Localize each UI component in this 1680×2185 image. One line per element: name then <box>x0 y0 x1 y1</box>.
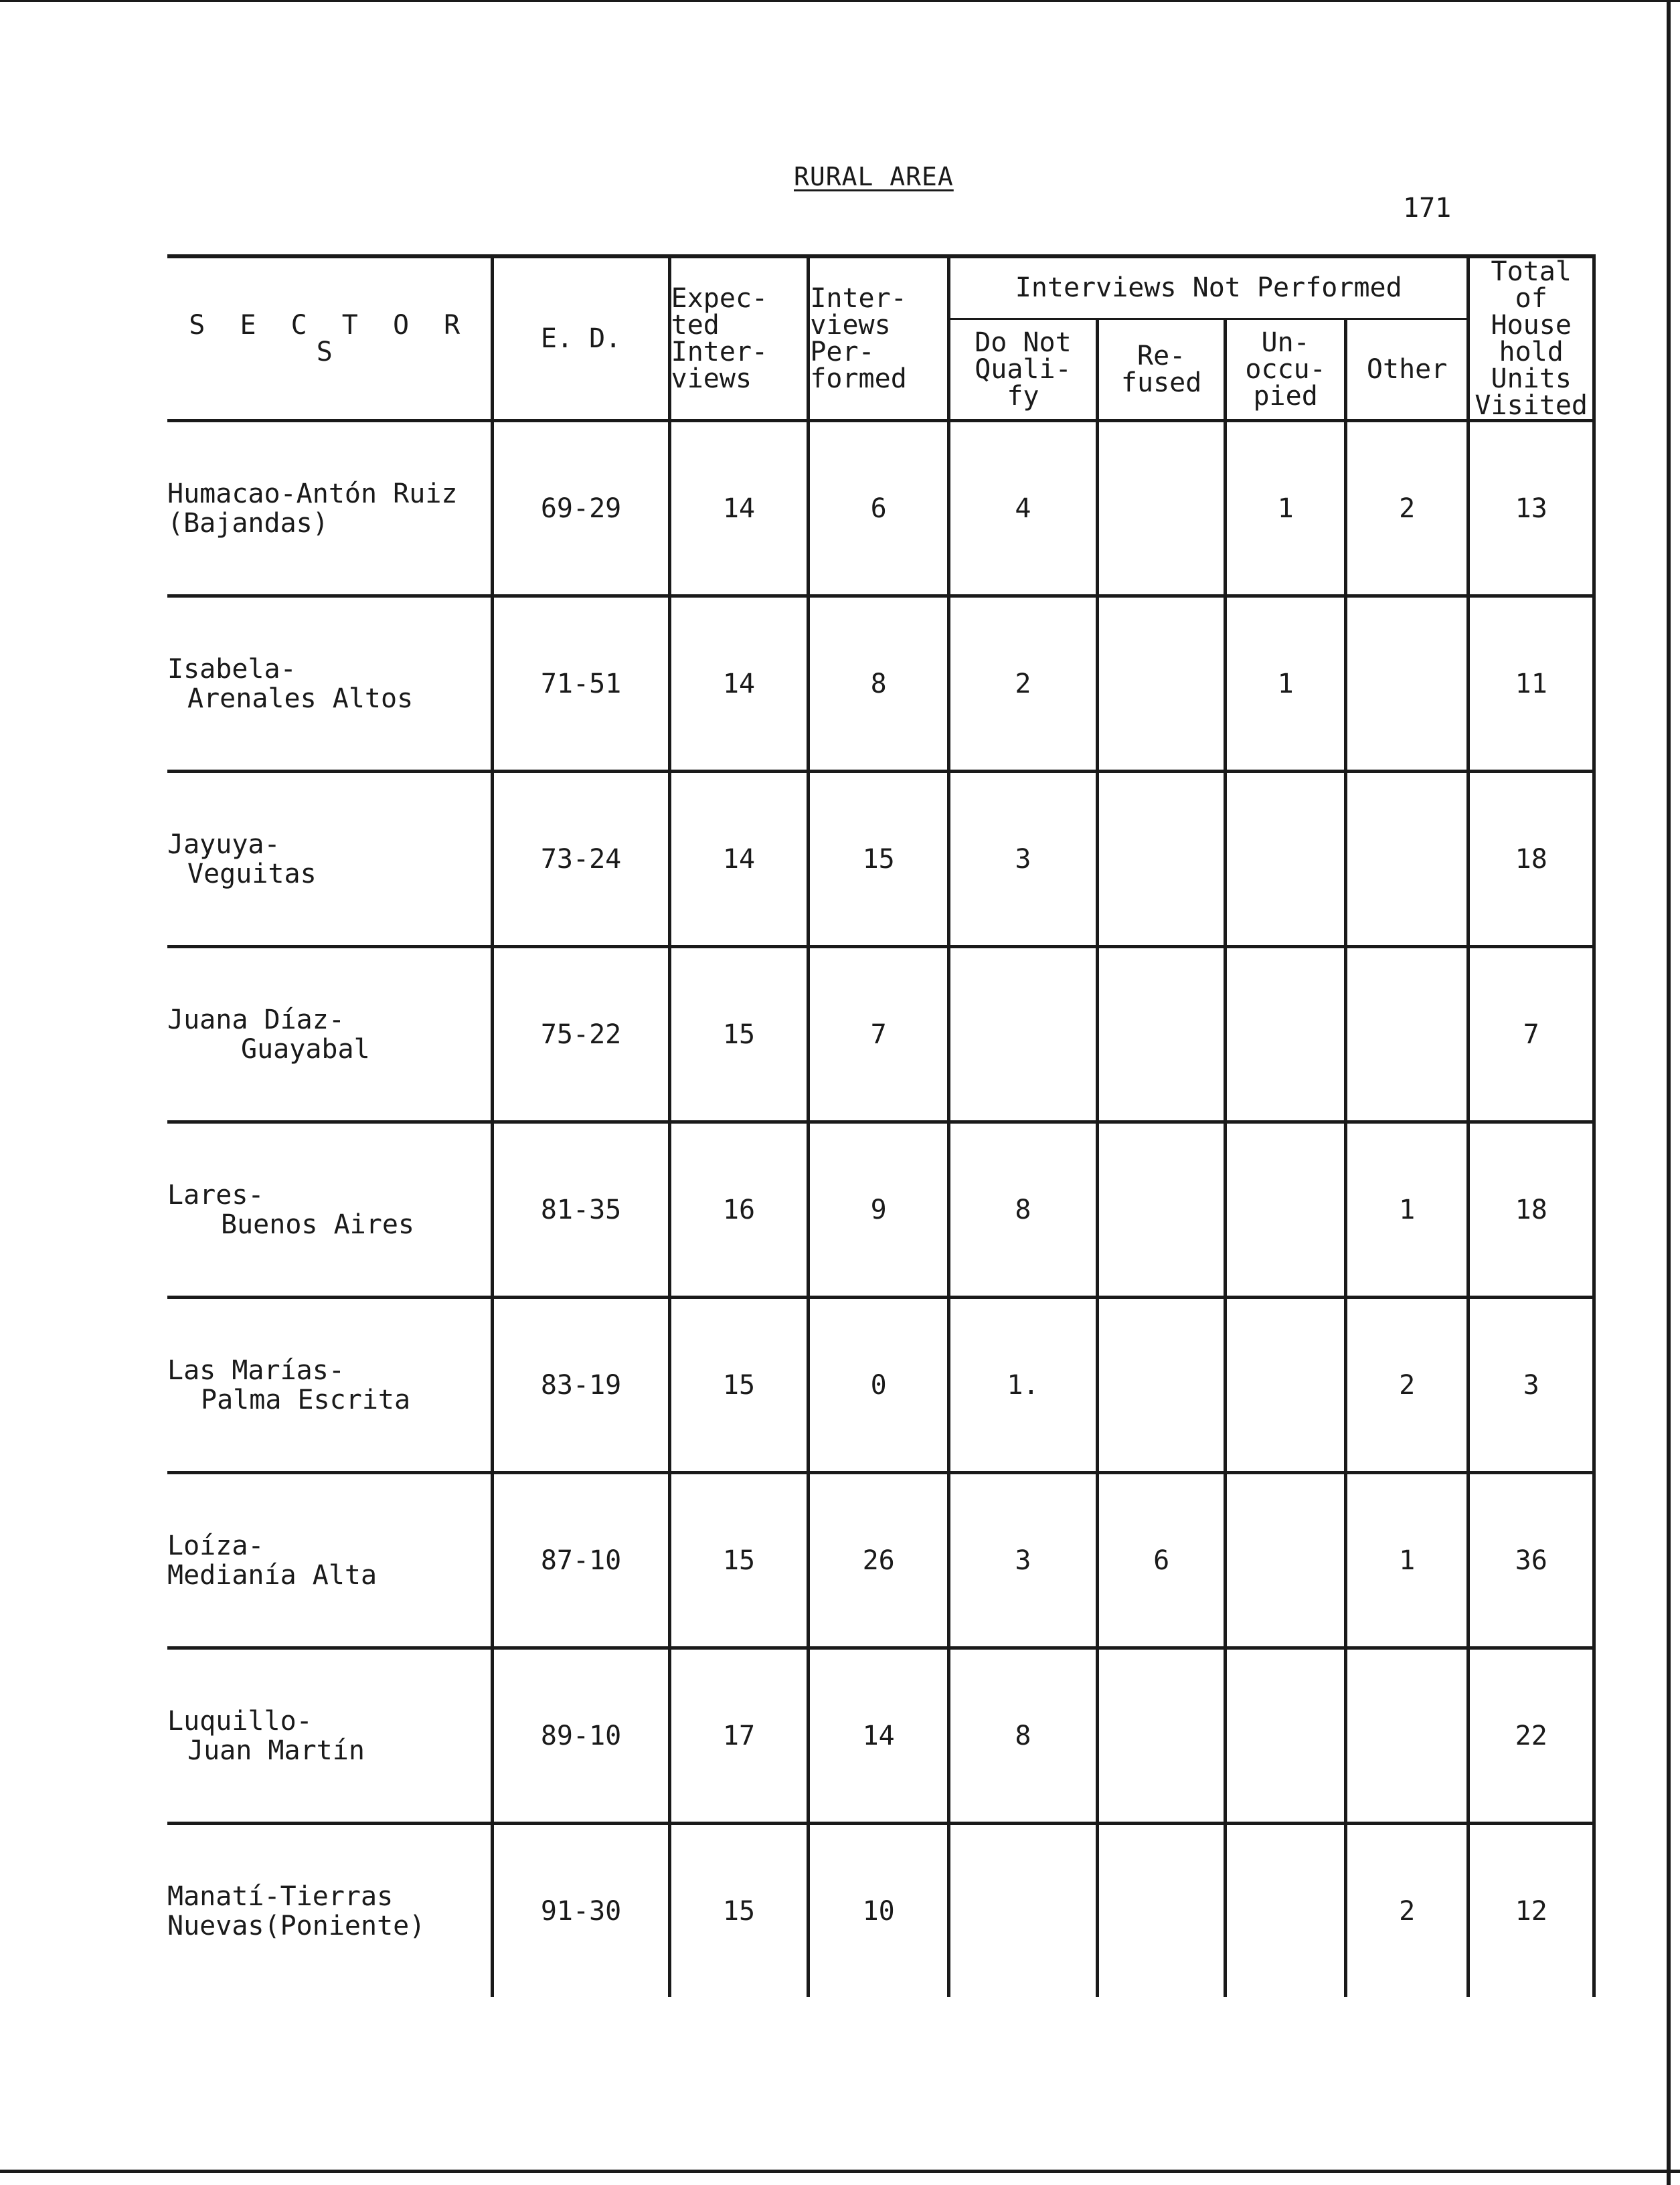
table-row <box>167 1648 1594 1824</box>
sector-name: Isabela- Arenales Altos <box>167 596 493 772</box>
page-edge-right <box>1667 0 1671 2185</box>
expected-cell: 15 <box>669 947 809 1122</box>
total-cell: 13 <box>1468 421 1594 596</box>
page-number: 171 <box>1403 193 1452 224</box>
table-row <box>167 1473 1594 1648</box>
table-row <box>167 1824 1594 1998</box>
other-cell <box>1345 772 1468 947</box>
refused-cell: 6 <box>1097 1473 1226 1648</box>
performed-cell: 0 <box>809 1298 949 1473</box>
other-cell: 1 <box>1345 1122 1468 1298</box>
other-cell: 2 <box>1345 1824 1468 1998</box>
expected-cell: 14 <box>669 421 809 596</box>
ed-cell: 69-29 <box>493 421 669 596</box>
performed-cell: 10 <box>809 1824 949 1998</box>
header-sectors: S E C T O R S <box>167 256 493 421</box>
table-row <box>167 772 1594 947</box>
unoccupied-cell <box>1226 1473 1345 1648</box>
performed-cell: 6 <box>809 421 949 596</box>
header-refused: Re- fused <box>1097 319 1226 420</box>
other-cell: 2 <box>1345 421 1468 596</box>
refused-cell <box>1097 947 1226 1122</box>
expected-cell: 14 <box>669 772 809 947</box>
unoccupied-cell <box>1226 1824 1345 1998</box>
refused-cell <box>1097 1298 1226 1473</box>
page-edge-bottom <box>0 2170 1680 2173</box>
total-cell: 7 <box>1468 947 1594 1122</box>
expected-cell: 15 <box>669 1473 809 1648</box>
performed-cell: 26 <box>809 1473 949 1648</box>
ed-cell: 89-10 <box>493 1648 669 1824</box>
unoccupied-cell <box>1226 1648 1345 1824</box>
page-title: RURAL AREA <box>794 162 954 191</box>
page-edge-top <box>0 0 1680 2</box>
ed-cell: 91-30 <box>493 1824 669 1998</box>
header-ed: E. D. <box>493 256 669 421</box>
sector-name: Juana Díaz- Guayabal <box>167 947 493 1122</box>
total-cell: 3 <box>1468 1298 1594 1473</box>
sector-name: Humacao-Antón Ruiz (Bajandas) <box>167 421 493 596</box>
header-expected-interviews: Expec- ted Inter- views <box>669 256 809 421</box>
performed-cell: 8 <box>809 596 949 772</box>
refused-cell <box>1097 1122 1226 1298</box>
other-cell <box>1345 1648 1468 1824</box>
do-not-qualify-cell: 1. <box>949 1298 1098 1473</box>
header-total-units-visited: Total of House hold Units Visited <box>1468 256 1594 421</box>
table-row <box>167 947 1594 1122</box>
header-do-not-qualify: Do Not Quali- fy <box>949 319 1098 420</box>
unoccupied-cell <box>1226 1122 1345 1298</box>
table-row <box>167 1122 1594 1298</box>
ed-cell: 81-35 <box>493 1122 669 1298</box>
sector-name: Loíza- Medianía Alta <box>167 1473 493 1648</box>
unoccupied-cell <box>1226 947 1345 1122</box>
table-row <box>167 1298 1594 1473</box>
refused-cell <box>1097 421 1226 596</box>
ed-cell: 83-19 <box>493 1298 669 1473</box>
refused-cell <box>1097 1824 1226 1998</box>
rural-area-table <box>167 254 1596 1997</box>
performed-cell: 14 <box>809 1648 949 1824</box>
expected-cell: 15 <box>669 1824 809 1998</box>
ed-cell: 71-51 <box>493 596 669 772</box>
refused-cell <box>1097 596 1226 772</box>
total-cell: 36 <box>1468 1473 1594 1648</box>
unoccupied-cell <box>1226 1298 1345 1473</box>
table-row <box>167 596 1594 772</box>
other-cell <box>1345 947 1468 1122</box>
do-not-qualify-cell: 8 <box>949 1648 1098 1824</box>
do-not-qualify-cell: 2 <box>949 596 1098 772</box>
do-not-qualify-cell <box>949 1824 1098 1998</box>
refused-cell <box>1097 1648 1226 1824</box>
other-cell <box>1345 596 1468 772</box>
header-interviews-not-performed: Interviews Not Performed <box>949 256 1468 319</box>
sector-name: Luquillo- Juan Martín <box>167 1648 493 1824</box>
do-not-qualify-cell: 3 <box>949 1473 1098 1648</box>
performed-cell: 15 <box>809 772 949 947</box>
performed-cell: 7 <box>809 947 949 1122</box>
ed-cell: 73-24 <box>493 772 669 947</box>
total-cell: 18 <box>1468 1122 1594 1298</box>
expected-cell: 15 <box>669 1298 809 1473</box>
ed-cell: 87-10 <box>493 1473 669 1648</box>
other-cell: 1 <box>1345 1473 1468 1648</box>
do-not-qualify-cell: 4 <box>949 421 1098 596</box>
total-cell: 12 <box>1468 1824 1594 1998</box>
unoccupied-cell: 1 <box>1226 596 1345 772</box>
header-interviews-performed: Inter- views Per- formed <box>809 256 949 421</box>
performed-cell: 9 <box>809 1122 949 1298</box>
total-cell: 22 <box>1468 1648 1594 1824</box>
expected-cell: 17 <box>669 1648 809 1824</box>
unoccupied-cell <box>1226 772 1345 947</box>
do-not-qualify-cell: 3 <box>949 772 1098 947</box>
expected-cell: 14 <box>669 596 809 772</box>
total-cell: 11 <box>1468 596 1594 772</box>
other-cell: 2 <box>1345 1298 1468 1473</box>
sector-name: Lares- Buenos Aires <box>167 1122 493 1298</box>
table-row <box>167 421 1594 596</box>
ed-cell: 75-22 <box>493 947 669 1122</box>
sector-name: Las Marías- Palma Escrita <box>167 1298 493 1473</box>
expected-cell: 16 <box>669 1122 809 1298</box>
sector-name: Jayuya- Veguitas <box>167 772 493 947</box>
sector-name: Manatí-Tierras Nuevas(Poniente) <box>167 1824 493 1998</box>
do-not-qualify-cell <box>949 947 1098 1122</box>
unoccupied-cell: 1 <box>1226 421 1345 596</box>
do-not-qualify-cell: 8 <box>949 1122 1098 1298</box>
header-unoccupied: Un- occu- pied <box>1226 319 1345 420</box>
header-other: Other <box>1345 319 1468 420</box>
refused-cell <box>1097 772 1226 947</box>
total-cell: 18 <box>1468 772 1594 947</box>
